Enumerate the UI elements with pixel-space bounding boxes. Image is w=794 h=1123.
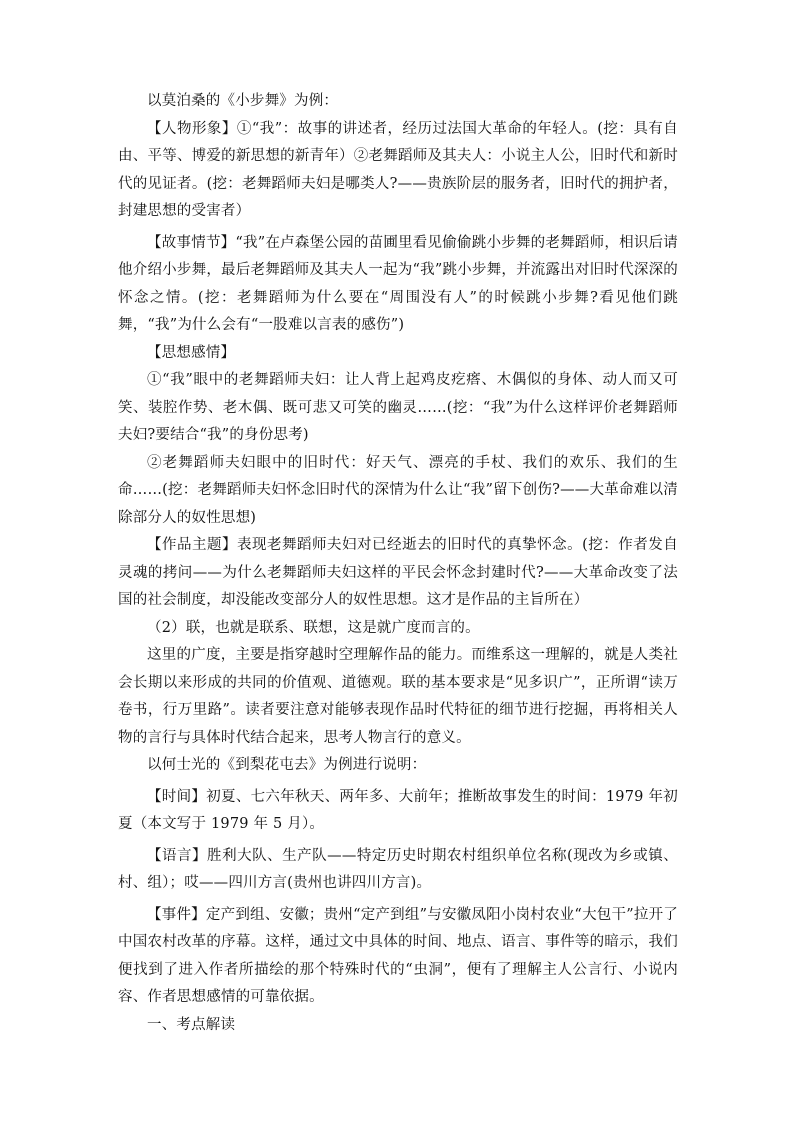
breadth-explanation-paragraph: 这里的广度，主要是指穿越时空理解作品的能力。而维系这一理解的，就是人类社会长期以来形成的共同的价值观、道德观。联的基本要求是“见多识广”，正所谓“读万卷书，行万里路”。读者要注意对能够表现作品时代特征的细节进行挖掘，再将相关人物的言行与具体时代结合起来，思考人物言行的意义。: [118, 647, 678, 746]
document-body: [118, 88, 678, 1039]
story-plot-paragraph: 【故事情节】“我”在卢森堡公园的苗圃里看见偷偷跳小步舞的老舞蹈师，相识后请他介绍小步舞，最后老舞蹈师及其夫人一起为“我”跳小步舞，并流露出对旧时代深深的怀念之情。(挖：老舞蹈师为什么要在“周围没有人”的时候跳小步舞?看见他们跳舞，“我”为什么会有“一股难以言表的感伤”): [118, 234, 678, 333]
connection-definition-line: （2）联，也就是联系、联想，这是就广度而言的。: [147, 619, 480, 636]
thoughts-point-1: ①“我”眼中的老舞蹈师夫妇：让人背上起鸡皮疙瘩、木偶似的身体、动人而又可笑、装腔作势、老木偶、既可悲又可笑的幽灵……(挖：“我”为什么这样评价老舞蹈师夫妇?要结合“我”的身份思考): [118, 372, 678, 443]
work-theme-paragraph: 【作品主题】表现老舞蹈师夫妇对已经逝去的旧时代的真挚怀念。(挖：作者发自灵魂的拷问——为什么老舞蹈师夫妇这样的平民会怀念封建时代?——大革命改变了法国的社会制度，却没能改变部分人的奴性思想。这才是作品的主旨所在）: [118, 537, 678, 608]
intro-example-line: 以莫泊桑的《小步舞》为例：: [147, 93, 339, 109]
language-paragraph: 【语言】胜利大队、生产队——特定历史时期农村组织单位名称(现改为乡或镇、村、组）；哎——四川方言(贵州也讲四川方言)。: [118, 847, 678, 891]
time-paragraph: 【时间】初夏、七六年秋天、两年多、大前年；推断故事发生的时间：1979 年初夏（本文写于 1979 年 5 月）。: [118, 788, 678, 832]
event-paragraph: 【事件】定产到组、安徽；贵州“定产到组”与安徽凤阳小岗村农业“大包干”拉开了中国农村改革的序幕。这样，通过文中具体的时间、地点、语言、事件等的暗示，我们便找到了进入作者所描绘的那个特殊时代的“虫洞”，便有了理解主人公言行、小说内容、作者思想感情的可靠依据。: [118, 906, 678, 1005]
thoughts-point-2: ②老舞蹈师夫妇眼中的旧时代：好天气、漂亮的手杖、我们的欢乐、我们的生命……(挖：老舞蹈师夫妇怀念旧时代的深情为什么让“我”留下创伤?——大革命难以清除部分人的奴性思想): [118, 454, 678, 526]
section-heading-exam-points: 一、考点解读: [147, 1016, 236, 1033]
thoughts-feelings-heading: 【思想感情】: [147, 344, 236, 361]
second-example-line: 以何士光的《到梨花屯去》为例进行说明：: [147, 757, 427, 773]
character-image-paragraph: 【人物形象】①“我”：故事的讲述者，经历过法国大革命的年轻人。(挖：具有自由、平等、博爱的新思想的新青年）②老舞蹈师及其夫人：小说主人公，旧时代和新时代的见证者。(挖：老舞蹈师夫妇是哪类人?——贵族阶层的服务者，旧时代的拥护者，封建思想的受害者）: [118, 120, 678, 219]
